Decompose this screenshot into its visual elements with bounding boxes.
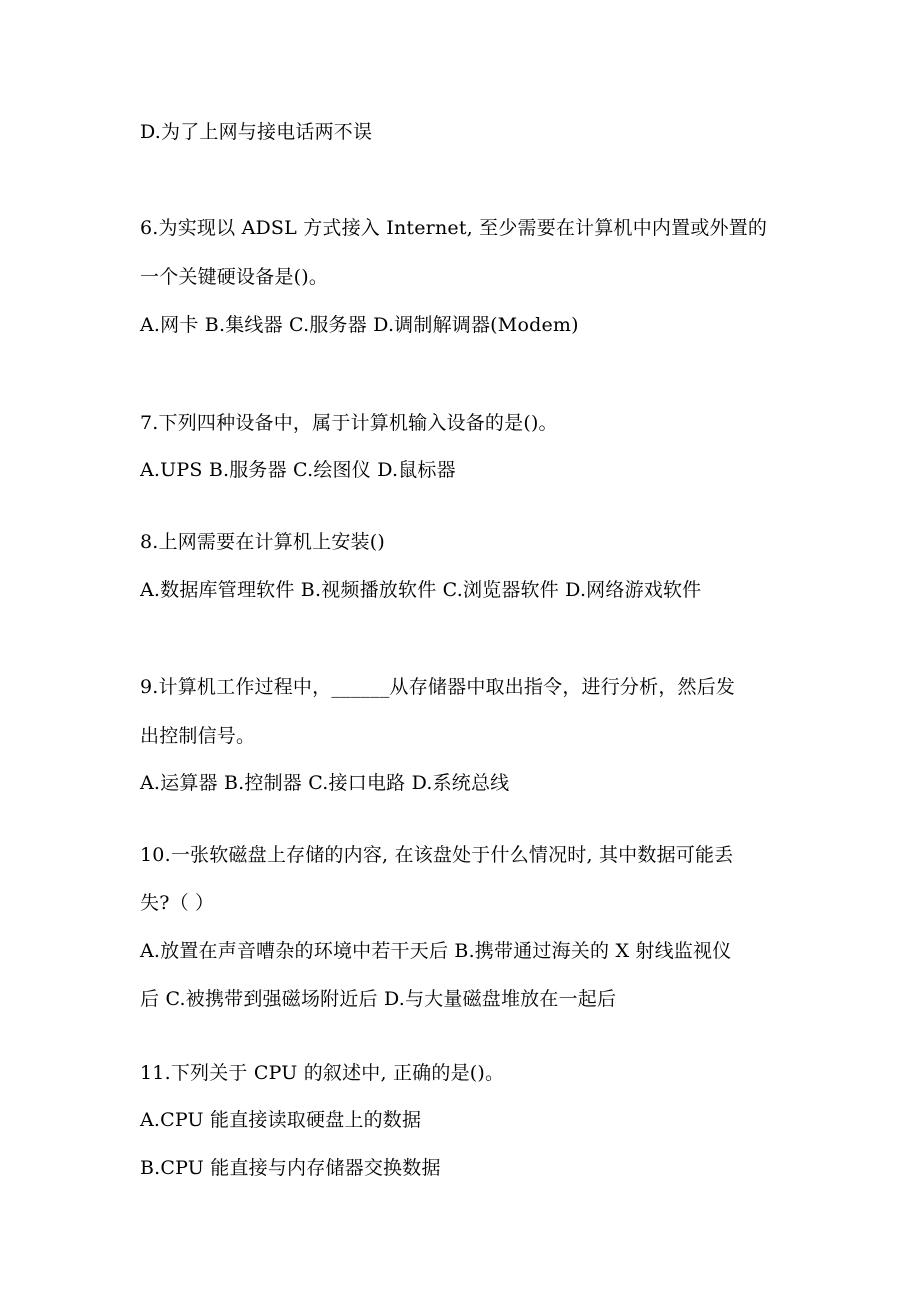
question-11-option-b: B.CPU 能直接与内存储器交换数据 (140, 1157, 441, 1179)
question-7-text: 7.下列四种设备中，属于计算机输入设备的是()。 (140, 412, 558, 434)
option-line: D.为了上网与接电话两不误 (140, 121, 373, 143)
question-10-text-cont: 失?（ ） (140, 892, 215, 914)
question-11-option-a: A.CPU 能直接读取硬盘上的数据 (140, 1109, 422, 1131)
question-6-text-cont: 一个关键硬设备是()。 (140, 266, 329, 288)
question-9-text-cont: 出控制信号。 (140, 725, 256, 747)
question-10-options: A.放置在声音嘈杂的环境中若干天后 B.携带通过海关的 X 射线监视仪 (140, 940, 732, 962)
question-8-options: A.数据库管理软件 B.视频播放软件 C.浏览器软件 D.网络游戏软件 (140, 579, 702, 601)
question-7-options: A.UPS B.服务器 C.绘图仪 D.鼠标器 (140, 459, 456, 481)
question-11-text: 11.下列关于 CPU 的叙述中, 正确的是()。 (140, 1062, 505, 1084)
question-6-text: 6.为实现以 ADSL 方式接入 Internet, 至少需要在计算机中内置或外置的 (140, 217, 768, 239)
question-9-text: 9.计算机工作过程中，______从存储器中取出指令，进行分析，然后发 (140, 676, 736, 698)
question-8-text: 8.上网需要在计算机上安装() (140, 531, 385, 553)
question-10-text: 10.一张软磁盘上存储的内容, 在该盘处于什么情况时, 其中数据可能丢 (140, 844, 734, 866)
question-6-options: A.网卡 B.集线器 C.服务器 D.调制解调器(Modem) (140, 314, 579, 336)
question-10-options-cont: 后 C.被携带到强磁场附近后 D.与大量磁盘堆放在一起后 (140, 988, 617, 1010)
question-9-options: A.运算器 B.控制器 C.接口电路 D.系统总线 (140, 772, 510, 794)
